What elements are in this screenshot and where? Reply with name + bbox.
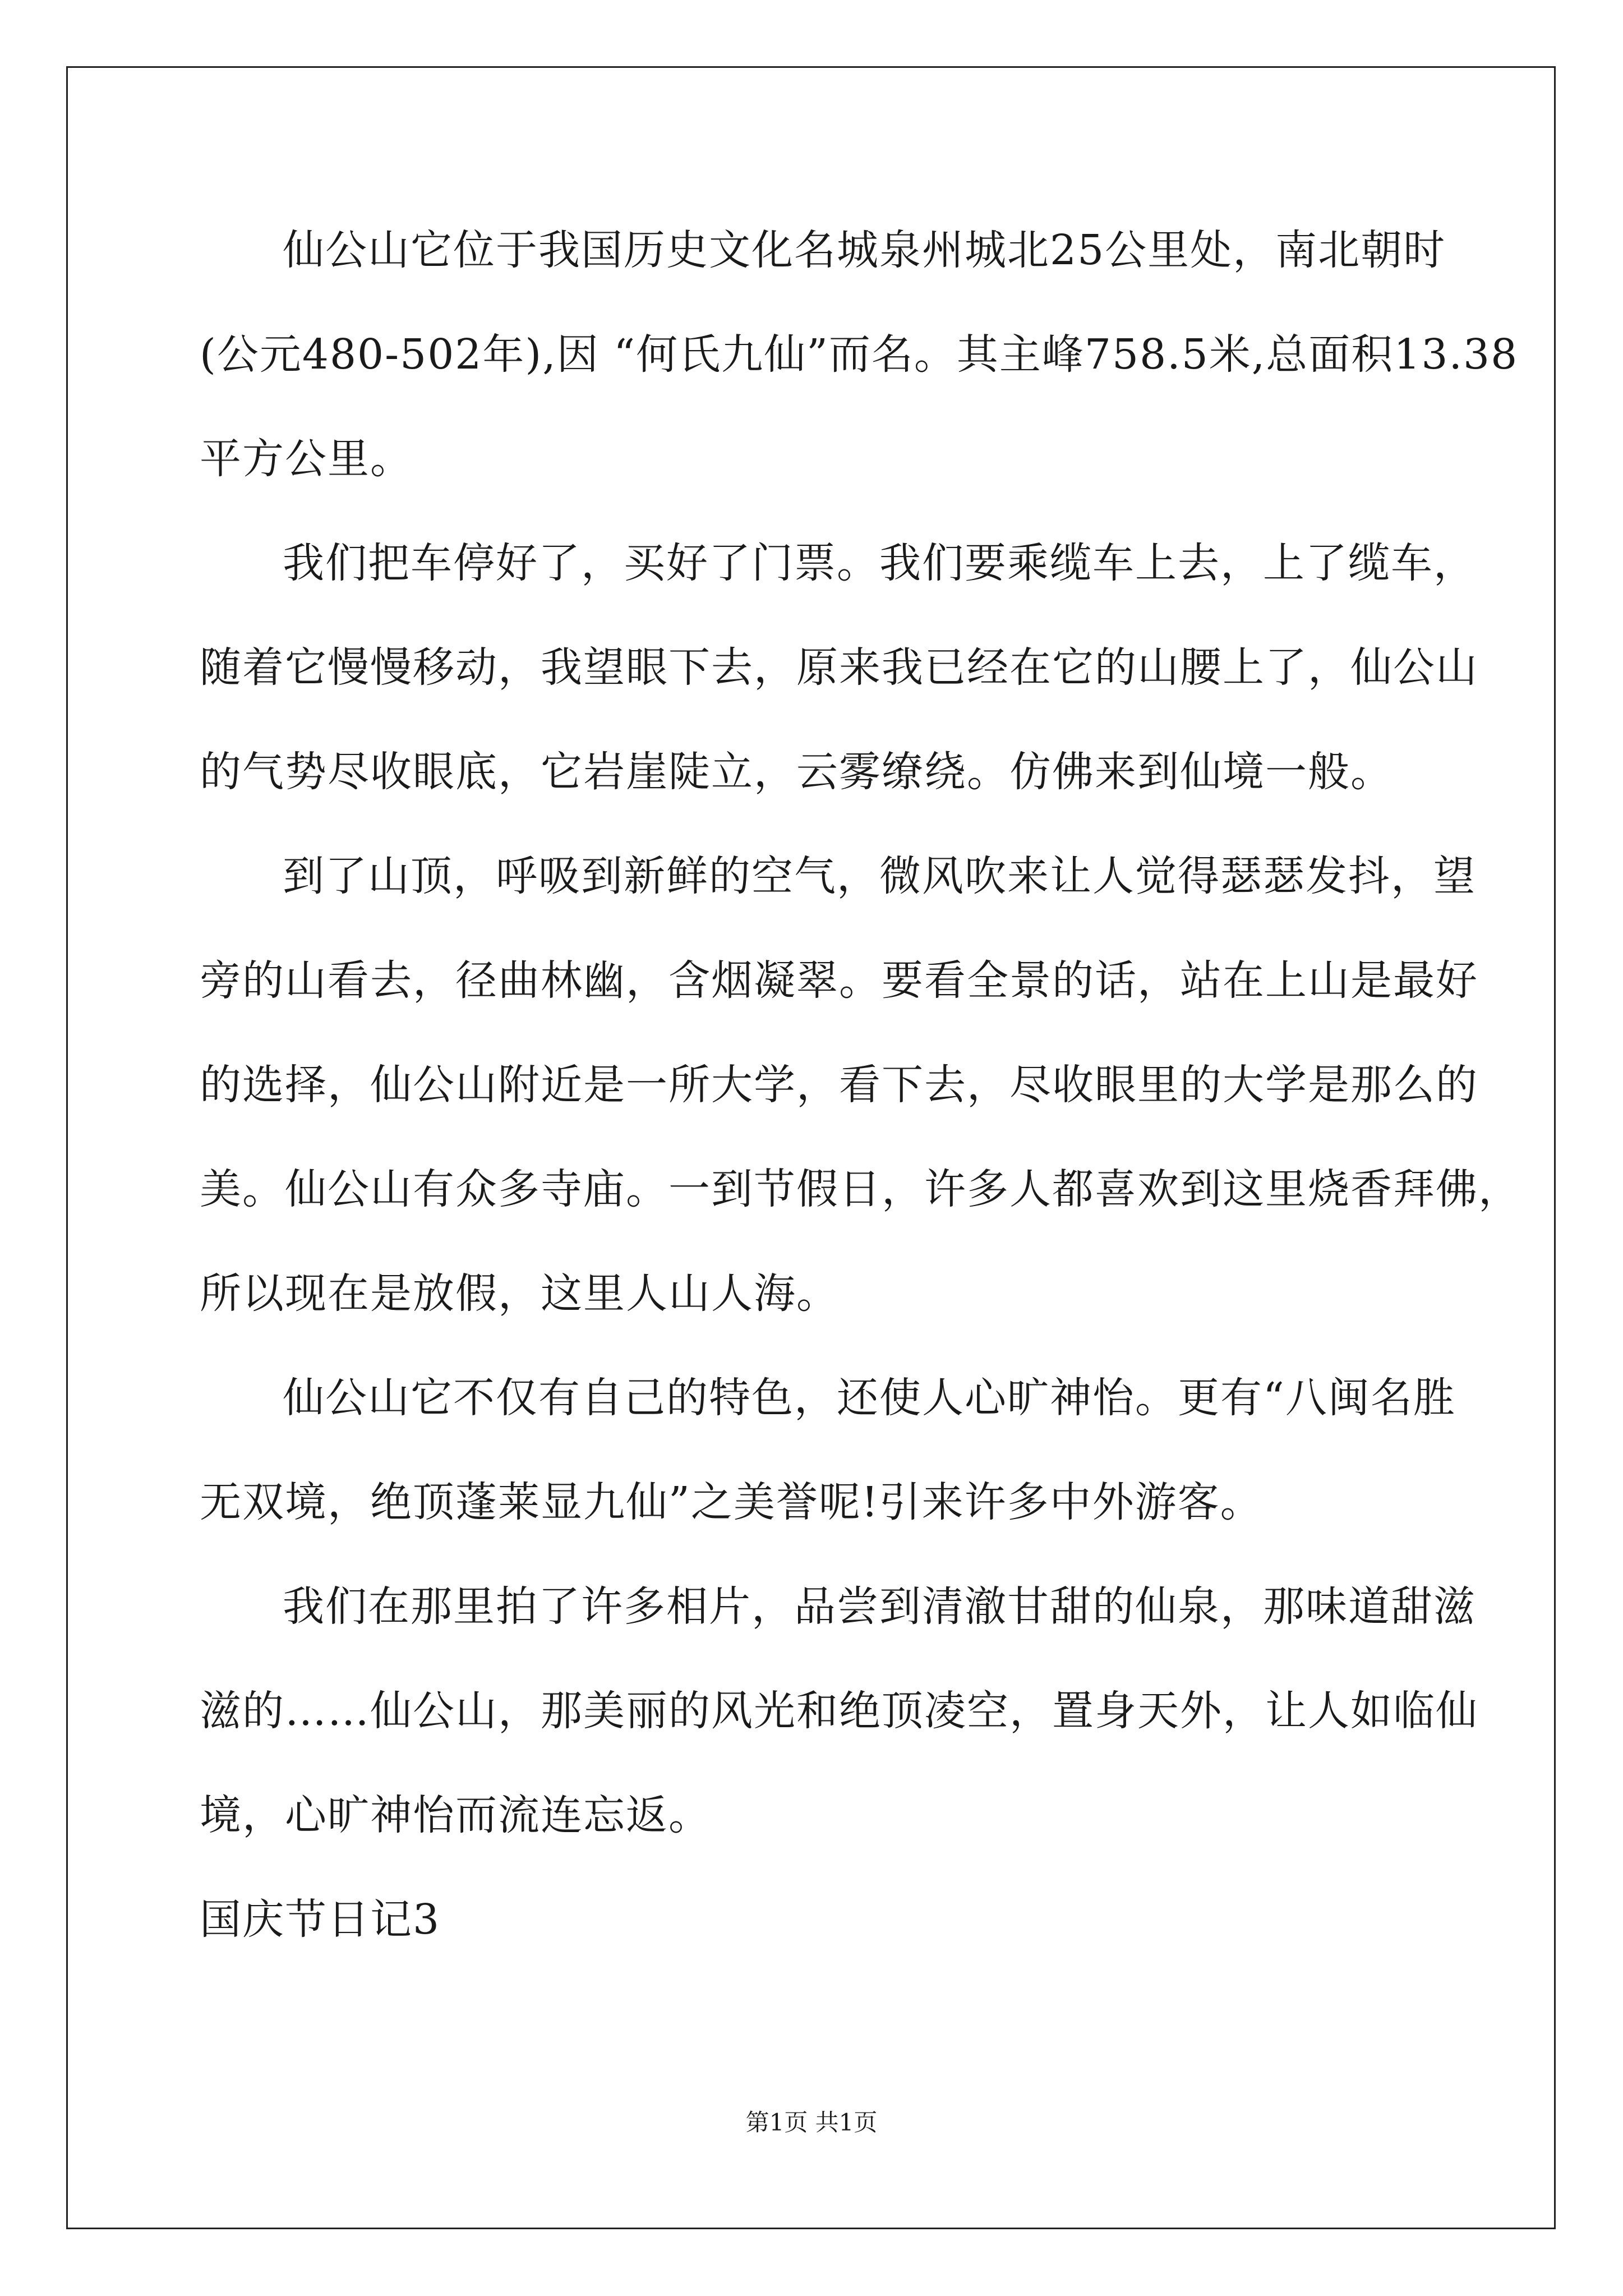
paragraph-4-line-2: 无双境，绝顶蓬莱显九仙”之美誉呢!引来许多中外游客。 <box>200 1478 1263 1526</box>
paragraph-5-line-3: 境，心旷神怡而流连忘返。 <box>200 1791 711 1839</box>
paragraph-5-line-1: 我们在那里拍了许多相片，品尝到清澈甘甜的仙泉，那味道甜滋 <box>283 1582 1476 1631</box>
paragraph-1-line-3: 平方公里。 <box>200 435 413 483</box>
paragraph-3-line-5: 所以现在是放假，这里人山人海。 <box>200 1269 839 1318</box>
section-heading: 国庆节日记3 <box>200 1895 441 1944</box>
paragraph-3-line-2: 旁的山看去，径曲林幽，含烟凝翠。要看全景的话，站在上山是最好 <box>200 956 1478 1005</box>
paragraph-2-line-2: 随着它慢慢移动，我望眼下去，原来我已经在它的山腰上了，仙公山 <box>200 643 1478 692</box>
page-footer: 第1页 共1页 <box>745 2109 878 2136</box>
paragraph-3-line-4: 美。仙公山有众多寺庙。一到节假日，许多人都喜欢到这里烧香拜佛， <box>200 1165 1521 1213</box>
paragraph-4-line-1: 仙公山它不仅有自己的特色，还使人心旷神怡。更有“八闽名胜 <box>283 1374 1456 1422</box>
paragraph-3-line-1: 到了山顶，呼吸到新鲜的空气，微风吹来让人觉得瑟瑟发抖，望 <box>283 852 1476 900</box>
paragraph-5-line-2: 滋的……仙公山，那美丽的风光和绝顶凌空，置身天外，让人如临仙 <box>200 1687 1478 1735</box>
paragraph-1-line-2: (公元480-502年),因 “何氏九仙”而名。其主峰758.5米,总面积13.38 <box>200 330 1519 379</box>
paragraph-2-line-1: 我们把车停好了，买好了门票。我们要乘缆车上去，上了缆车， <box>283 539 1476 587</box>
paragraph-2-line-3: 的气势尽收眼底，它岩崖陡立，云雾缭绕。仿佛来到仙境一般。 <box>200 748 1393 796</box>
paragraph-1-line-1: 仙公山它位于我国历史文化名城泉州城北25公里处，南北朝时 <box>283 226 1446 274</box>
paragraph-3-line-3: 的选择，仙公山附近是一所大学，看下去，尽收眼里的大学是那么的 <box>200 1061 1478 1109</box>
